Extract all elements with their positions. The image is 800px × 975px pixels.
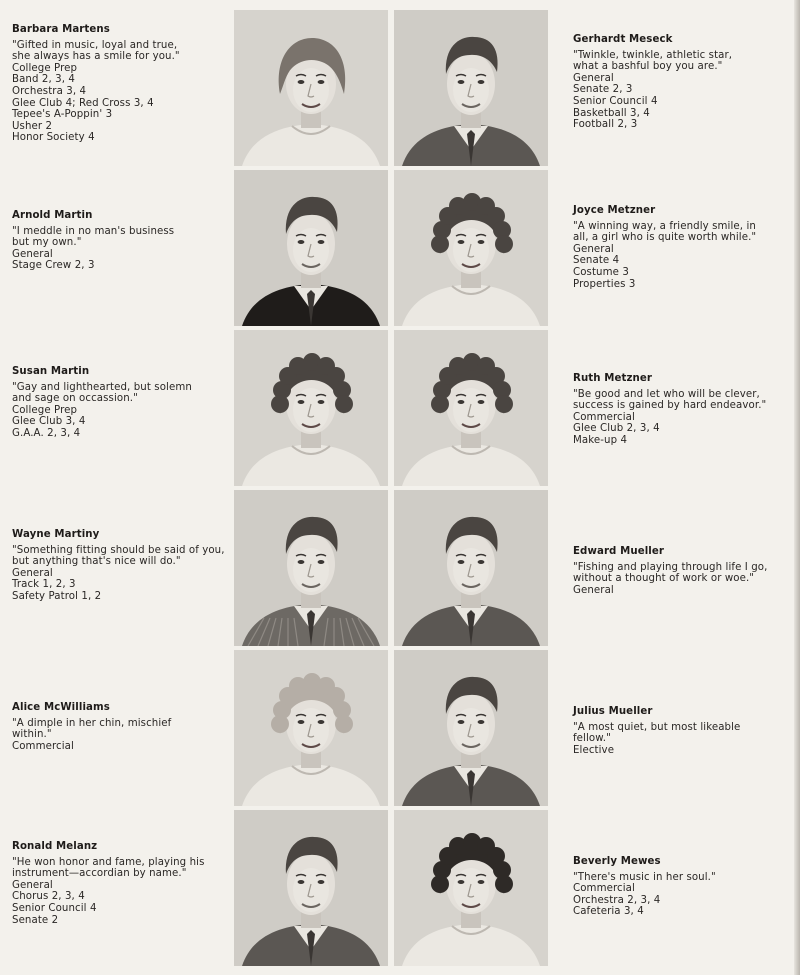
portrait-photo-ruth-metzner [394, 330, 548, 486]
entry-line: Usher 2 [12, 120, 53, 132]
portrait-image [394, 10, 548, 166]
entry-line: "A most quiet, but most likeable [573, 721, 741, 733]
entry-line: Orchestra 2, 3, 4 [573, 894, 661, 906]
portrait-image [234, 650, 388, 806]
entry-line: Costume 3 [573, 266, 629, 278]
portrait-image [394, 490, 548, 646]
page-edge [794, 0, 800, 975]
student-name: Barbara Martens [12, 24, 110, 35]
entry-line: College Prep [12, 62, 78, 74]
entry-line: College Prep [12, 404, 78, 416]
entry-line: "I meddle in no man's business [12, 225, 175, 237]
student-name: Arnold Martin [12, 210, 93, 221]
portrait-image [394, 650, 548, 806]
portrait-image [234, 170, 388, 326]
entry-line: General [12, 248, 53, 260]
entry-line: Track 1, 2, 3 [12, 579, 76, 591]
entry-line: Commercial [12, 740, 74, 752]
entry-line: but anything that's nice will do." [12, 556, 181, 568]
entry-gerhardt-meseck [573, 34, 785, 131]
entry-line: Properties 3 [573, 278, 636, 290]
entry-ronald-melanz [12, 841, 204, 926]
entry-line: General [573, 72, 614, 84]
portrait-image [394, 810, 548, 966]
portrait-photo-joyce-metzner [394, 170, 548, 326]
entry-edward-mueller [573, 546, 785, 596]
portrait-photo-susan-martin [234, 330, 388, 486]
entry-wayne-martiny [12, 529, 225, 603]
entry-line: Basketball 3, 4 [573, 107, 650, 119]
student-name: Gerhardt Meseck [573, 34, 673, 45]
entry-line: Commercial [573, 883, 635, 895]
entry-line: without a thought of work or woe." [573, 573, 755, 585]
entry-line: within." [12, 729, 52, 741]
entry-line: "Something fitting should be said of you, [12, 544, 225, 556]
entry-line: Senate 2, 3 [573, 84, 633, 96]
portrait-image [234, 10, 388, 166]
student-name: Joyce Metzner [573, 205, 656, 216]
entry-line: Stage Crew 2, 3 [12, 260, 95, 272]
entry-susan-martin [12, 366, 192, 440]
portrait-photo-gerhardt-meseck [394, 10, 548, 166]
entry-line: instrument—accordian by name." [12, 868, 187, 880]
entry-line: G.A.A. 2, 3, 4 [12, 427, 81, 439]
entry-line: Tepee's A-Poppin' 3 [12, 109, 113, 121]
student-name: Edward Mueller [573, 546, 665, 557]
entry-beverly-mewes [573, 856, 785, 918]
entry-line: Honor Society 4 [12, 132, 95, 144]
portrait-photo-wayne-martiny [234, 490, 388, 646]
entry-line: Orchestra 3, 4 [12, 85, 87, 97]
entry-line: General [573, 584, 614, 596]
student-name: Ronald Melanz [12, 841, 98, 852]
entry-line: Senate 2 [12, 914, 59, 926]
entry-line: Cafeteria 3, 4 [573, 906, 644, 918]
entry-joyce-metzner [573, 205, 785, 290]
entry-line: General [12, 879, 53, 891]
entry-line: Senate 4 [573, 255, 620, 267]
entry-line: Football 2, 3 [573, 119, 638, 131]
portrait-photo-edward-mueller [394, 490, 548, 646]
entry-line: and sage on occassion." [12, 393, 138, 405]
entry-line: Safety Patrol 1, 2 [12, 590, 102, 602]
entry-line: Chorus 2, 3, 4 [12, 891, 85, 903]
student-name: Wayne Martiny [12, 529, 100, 540]
entry-line: General [573, 243, 614, 255]
entry-line: "A dimple in her chin, mischief [12, 717, 172, 729]
entry-line: Glee Club 3, 4 [12, 416, 86, 428]
entry-line: Elective [573, 744, 615, 756]
entry-line: Glee Club 4; Red Cross 3, 4 [12, 97, 154, 109]
entry-julius-mueller [573, 706, 785, 756]
entry-line: Senior Council 4 [12, 902, 97, 914]
entry-line: "Fishing and playing through life I go, [573, 561, 768, 573]
portrait-image [234, 810, 388, 966]
entry-line: "Gifted in music, loyal and true, [12, 39, 178, 51]
entry-line: Commercial [573, 411, 635, 423]
portrait-photo-beverly-mewes [394, 810, 548, 966]
entry-alice-mcwilliams [12, 702, 171, 752]
portrait-photo-julius-mueller [394, 650, 548, 806]
entry-line: fellow." [573, 733, 611, 745]
entry-line: success is gained by hard endeavor." [573, 400, 767, 412]
entry-line: General [12, 567, 53, 579]
portrait-photo-barbara-martens [234, 10, 388, 166]
student-name: Beverly Mewes [573, 856, 661, 867]
entry-line: Make-up 4 [573, 434, 628, 446]
portrait-image [394, 330, 548, 486]
entry-line: "A winning way, a friendly smile, in [573, 220, 756, 232]
portrait-photo-ronald-melanz [234, 810, 388, 966]
portrait-image [234, 490, 388, 646]
student-name: Julius Mueller [573, 706, 653, 717]
student-name: Ruth Metzner [573, 373, 652, 384]
entry-barbara-martens [12, 24, 180, 144]
student-name: Alice McWilliams [12, 702, 110, 713]
entry-line: "There's music in her soul." [573, 871, 716, 883]
entry-line: Senior Council 4 [573, 95, 658, 107]
entry-line: Glee Club 2, 3, 4 [573, 423, 660, 435]
portrait-photo-alice-mcwilliams [234, 650, 388, 806]
portrait-image [394, 170, 548, 326]
entry-line: what a bashful boy you are." [573, 61, 723, 73]
entry-line: "Twinkle, twinkle, athletic star, [573, 49, 733, 61]
entry-arnold-martin [12, 210, 174, 272]
entry-ruth-metzner [573, 373, 785, 447]
student-name: Susan Martin [12, 366, 90, 377]
entry-line: Band 2, 3, 4 [12, 74, 75, 86]
entry-line: she always has a smile for you." [12, 51, 180, 63]
entry-line: "Gay and lighthearted, but solemn [12, 381, 192, 393]
entry-line: "Be good and let who will be clever, [573, 388, 760, 400]
entry-line: "He won honor and fame, playing his [12, 856, 205, 868]
entry-line: but my own." [12, 237, 82, 249]
entry-line: all, a girl who is quite worth while." [573, 232, 757, 244]
portrait-photo-arnold-martin [234, 170, 388, 326]
portrait-image [234, 330, 388, 486]
